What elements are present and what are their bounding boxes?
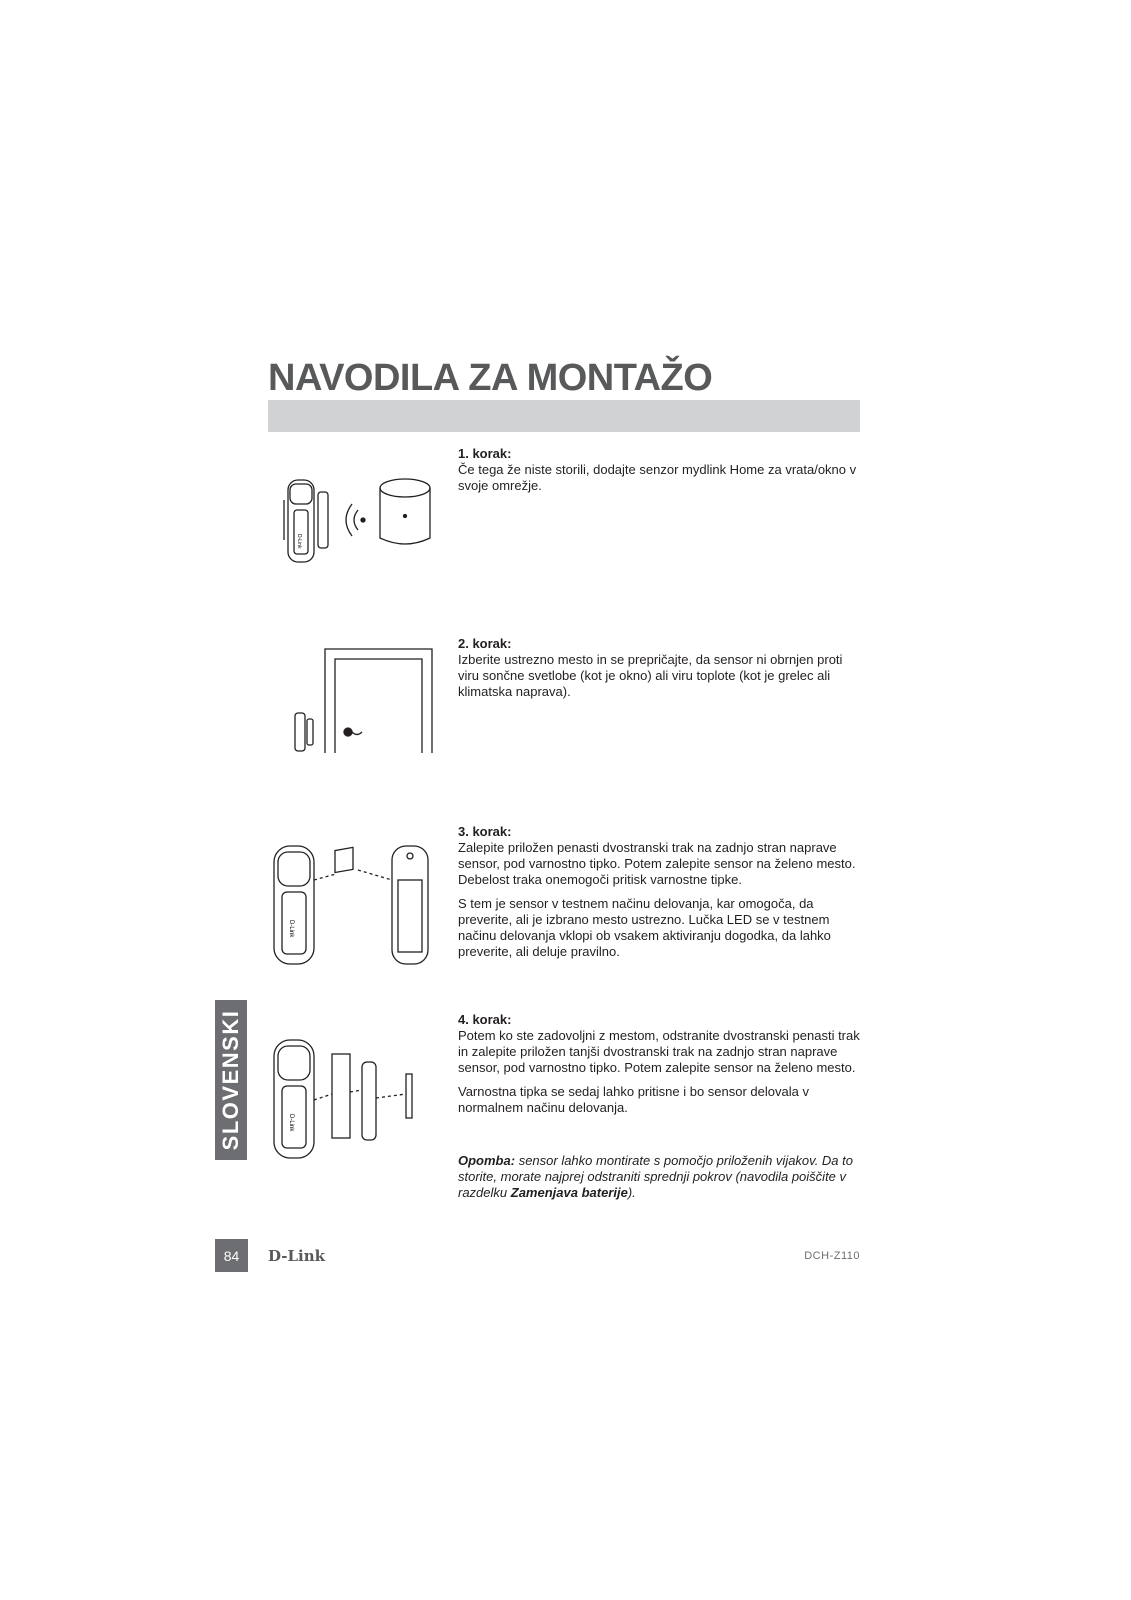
device-logo-text: D-Link [288,1114,294,1132]
thin-tape [332,1054,350,1138]
device-logo-text: D-Link [288,920,294,938]
device-logo-text: D-Link [296,534,302,549]
page-number: 84 [215,1239,248,1272]
step-4 [458,1012,860,1124]
language-label: SLOVENSKI [218,1009,243,1151]
step-3-heading: 3. korak: [458,824,512,839]
step-4-text-2: Varnostna tipka se sedaj lahko pritisne i bo sensor delovala v normalnem načinu delovanja. [458,1084,809,1115]
sensor-body [295,713,305,751]
brand-logo: D-Link [268,1247,326,1265]
step-2-heading: 2. korak: [458,636,512,651]
door-panel [335,659,422,753]
step-4-illustration [270,1030,430,1165]
note [458,1153,860,1201]
step-4-heading: 4. korak: [458,1012,512,1027]
door-handle-icon [344,728,352,736]
magnet-body [307,719,313,745]
step-1-text: Če tega že niste storili, dodajte senzor mydlink Home za vrata/okno v svoje omrežje. [458,462,857,493]
note-text-after: ). [627,1185,636,1200]
step-3-text-1: Zalepite priložen penasti dvostranski trak na zadnjo stran naprave sensor, pod varnostno tipko. Potem zalepite sensor na želeno mesto. Debelost traka onemogoči pritisk varnostne tipke. [458,840,856,887]
step-3 [458,824,860,968]
door-frame [325,649,432,753]
step-2 [458,636,860,708]
title-underline-bar [268,400,860,432]
page-title: NAVODILA ZA MONTAŽO [268,357,713,399]
foam-tape [335,847,353,872]
note-text-before: sensor lahko montirate s pomočjo priloženih vijakov. Da to storite, morate najprej odstraniti sprednji pokrov (navodila poiščite v razdelku [458,1153,853,1200]
wireless-wave-icon [346,504,352,536]
sensor-front [274,846,314,964]
language-side-tab [215,1000,247,1160]
sensor-body [288,480,314,562]
model-number: DCH-Z110 [804,1250,860,1262]
step-3-illustration [270,840,440,970]
note-reference: Zamenjava baterije [510,1185,628,1200]
step-1 [458,446,860,502]
step-2-text: Izberite ustrezno mesto in se prepričajte, da sensor ni obrnjen proti viru sončne svetlobe (kot je okno) ali viru toplote (kot je grelec ali klimatska naprava). [458,652,843,699]
note-label: Opomba: [458,1153,516,1168]
magnet-body [362,1062,376,1140]
step-1-illustration [280,470,450,570]
magnet-body [318,492,328,548]
step-4-text-1: Potem ko ste zadovoljni z mestom, odstranite dvostranski penasti trak in zalepite priložen tanjši dvostranski trak na zadnjo stran naprave sensor, pod varnostno tipko. Potem zalepite sensor na želeno mesto. [458,1028,860,1075]
sensor-front [274,1040,314,1158]
step-2-illustration [285,645,435,755]
step-1-heading: 1. korak: [458,446,512,461]
magnet-tape [406,1074,412,1118]
step-3-text-2: S tem je sensor v testnem načinu delovanja, kar omogoča, da preverite, ali je izbrano mesto ustrezno. Lučka LED se v testnem načinu delovanja vklopi ob vsakem aktiviranju dogodka, da lahko preverite, ali deluje pravilno. [458,896,831,959]
